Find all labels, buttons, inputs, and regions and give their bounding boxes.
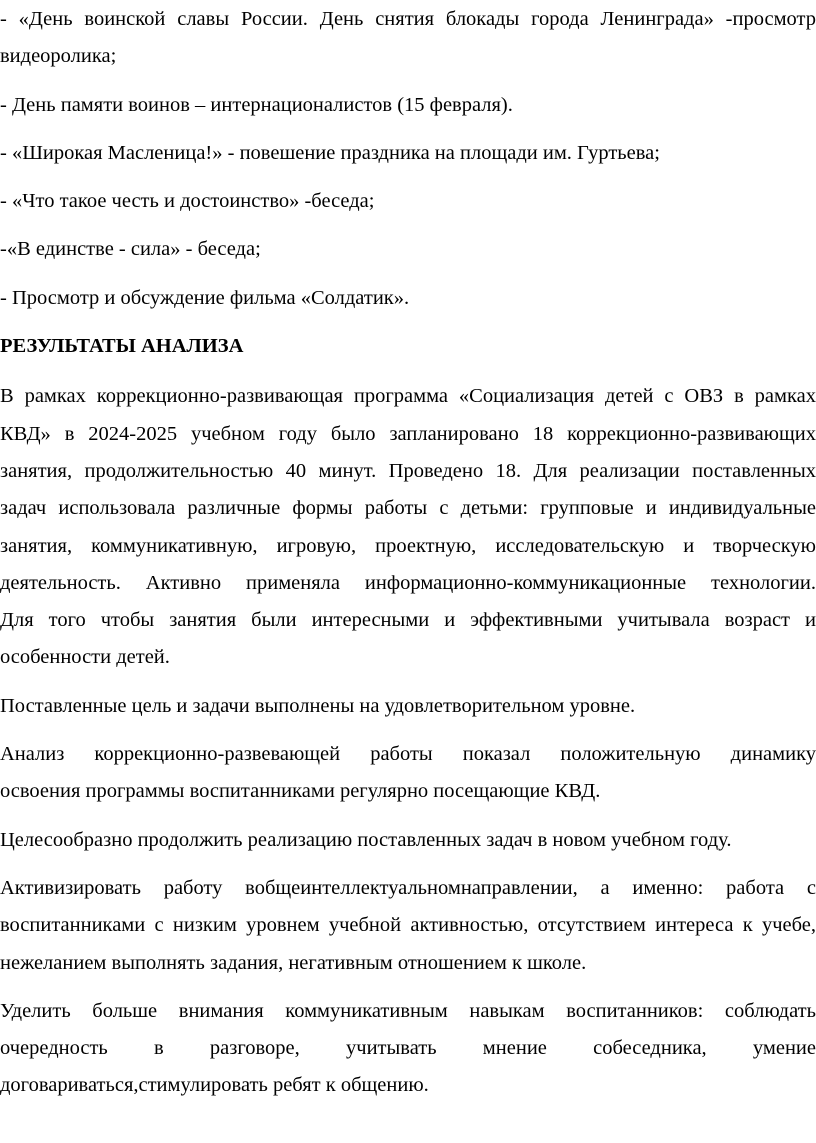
text-line: нежеланием выполнять задания, негативным отношением к школе. <box>0 951 587 974</box>
text-line: Поставленные цель и задачи выполнены на удовлетворительном уровне. <box>0 694 636 717</box>
text-line: деятельность. Активно применяла информационно-коммуникационные технологии. <box>0 571 816 594</box>
list-item <box>0 280 816 317</box>
text-line: очередность в разговоре, учитывать мнение собеседника, умение <box>0 1037 816 1060</box>
paragraph <box>0 822 816 859</box>
text-line: занятия, коммуникативную, игровую, проектную, исследовательскую и творческую <box>0 534 816 557</box>
text-line: Активизировать работу вобщеинтеллектуальномнаправлении, а именно: работа с <box>0 876 816 899</box>
list-item <box>0 135 816 172</box>
text-line: КВД» в 2024-2025 учебном году было запланировано 18 коррекционно-развивающих <box>0 422 816 445</box>
text-line: -«В единстве - сила» - беседа; <box>0 238 261 261</box>
text-line: - Просмотр и обсуждение фильма «Солдатик». <box>0 286 410 309</box>
text-line: - День памяти воинов – интернационалистов (15 февраля). <box>0 93 513 116</box>
paragraph <box>0 870 816 982</box>
paragraph <box>0 688 816 725</box>
text-line: видеоролика; <box>0 45 117 68</box>
list-item <box>0 87 816 124</box>
text-line: занятия, продолжительностью 40 минут. Проведено 18. Для реализации поставленных <box>0 459 816 482</box>
text-line: Целесообразно продолжить реализацию поставленных задач в новом учебном году. <box>0 828 732 851</box>
section-heading: РЕЗУЛЬТАТЫ АНАЛИЗА <box>0 335 244 358</box>
text-line: Для того чтобы занятия были интересными и эффективными учитывала возраст и <box>0 609 816 632</box>
paragraph <box>0 736 816 811</box>
analysis-body <box>0 378 816 1104</box>
text-line: воспитанниками с низким уровнем учебной активностью, отсутствием интереса к учебе, <box>0 914 816 937</box>
list-item <box>0 1 816 76</box>
text-line: В рамках коррекционно-развивающая программа «Социализация детей с ОВЗ в рамках <box>0 385 816 408</box>
text-line: освоения программы воспитанниками регулярно посещающие КВД. <box>0 780 601 803</box>
text-line: задач использовала различные формы работы с детьми: групповые и индивидуальные <box>0 497 816 520</box>
list-item <box>0 231 816 268</box>
text-line: - «Что такое честь и достоинство» -беседа; <box>0 190 375 213</box>
text-line: Анализ коррекционно-развевающей работы показал положительную динамику <box>0 743 816 766</box>
event-list <box>0 1 816 317</box>
list-item <box>0 183 816 220</box>
text-line: - «Широкая Масленица!» - повешение праздника на площади им. Гуртьева; <box>0 141 660 164</box>
text-line: особенности детей. <box>0 646 170 669</box>
text-line: договариваться,стимулировать ребят к общению. <box>0 1074 429 1097</box>
paragraph <box>0 378 816 676</box>
paragraph <box>0 993 816 1105</box>
text-line: Уделить больше внимания коммуникативным навыкам воспитанников: соблюдать <box>0 999 816 1022</box>
text-line: - «День воинской славы России. День снятия блокады города Ленинграда» -просмотр <box>0 8 816 30</box>
